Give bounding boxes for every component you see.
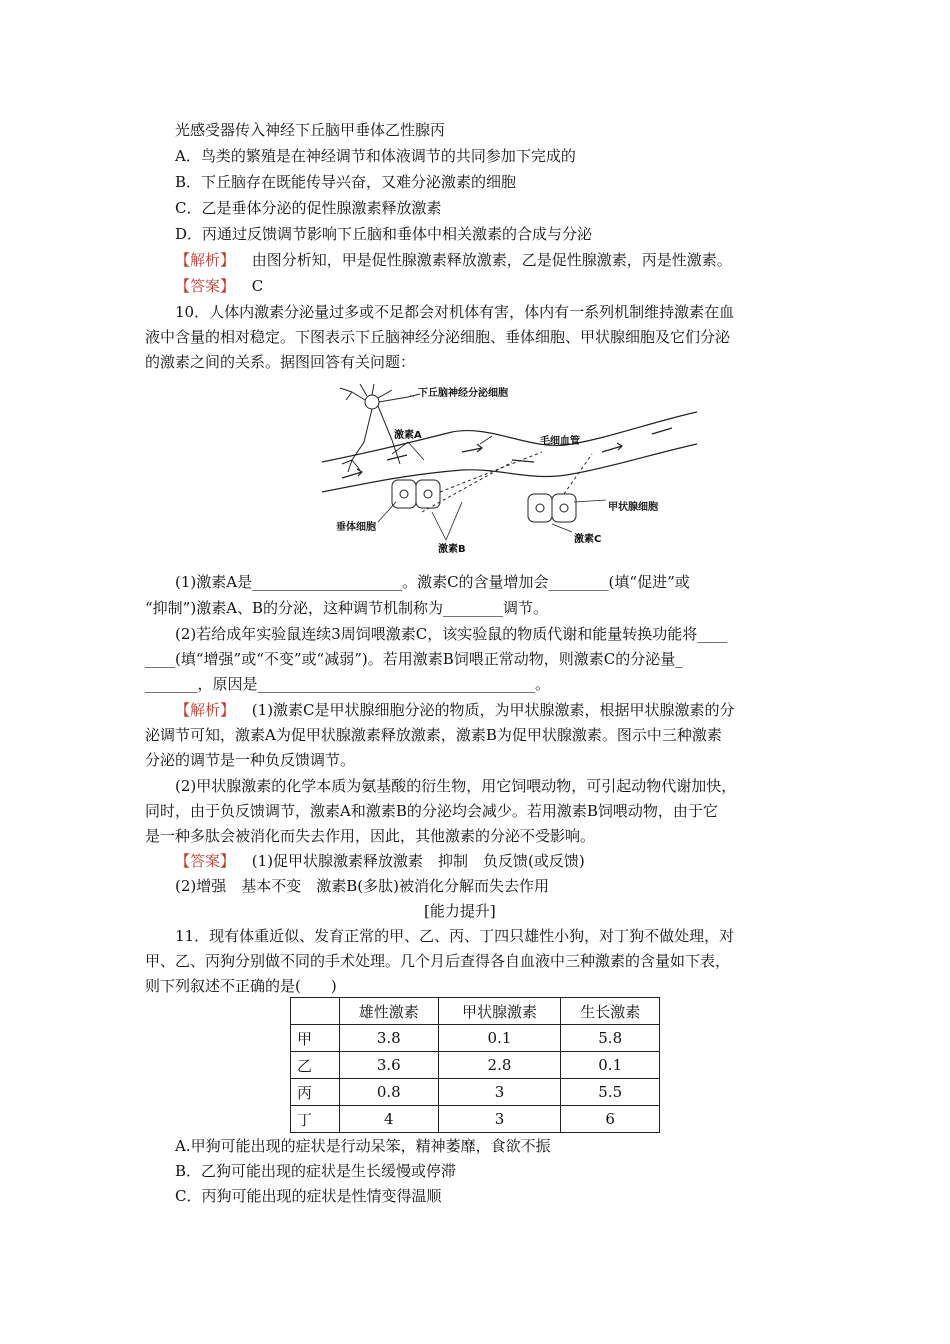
table-cell: 丙 (291, 1079, 340, 1106)
q10-analysis1-text: (1)激素C是甲状腺细胞分泌的物质，为甲状腺激素，根据甲状腺激素的分 (251, 701, 735, 719)
table-cell: 3 (438, 1079, 561, 1106)
table-cell: 6 (561, 1106, 660, 1133)
answer-tag: 【答案】 (175, 852, 236, 870)
q10-stem-line-1: 10．人体内激素分泌量过多或不足都会对机体有害，体内有一系列机制维持激素在血 (175, 303, 735, 321)
q10-analysis-line-6: 是一种多肽会被消化而失去作用，因此，其他激素的分泌不受影响。 (145, 827, 596, 845)
hormone-regulation-diagram (312, 382, 702, 560)
analysis-tag: 【解析】 (175, 251, 236, 269)
label-thyroid-cell: 甲状腺细胞 (608, 502, 658, 513)
table-header-cell: 生长激素 (561, 998, 660, 1025)
label-capillary: 毛细血管 (540, 436, 580, 447)
table-cell: 丁 (291, 1106, 340, 1133)
q10-stem-line-2: 液中含量的相对稳定。下图表示下丘脑神经分泌细胞、垂体细胞、甲状腺细胞及它们分泌 (145, 328, 731, 346)
q9-option-a: A．鸟类的繁殖是在神经调节和体液调节的共同参加下完成的 (175, 147, 576, 165)
q9-analysis-text: 由图分析知，甲是促性腺激素释放激素，乙是促性腺激素，丙是性激素。 (251, 251, 732, 269)
q9-answer (175, 276, 263, 296)
q9-option-b: B．下丘脑存在既能传导兴奋，又难分泌激素的细胞 (175, 173, 517, 191)
table-header-cell: 甲状腺激素 (438, 998, 561, 1025)
analysis-tag: 【解析】 (175, 701, 236, 719)
label-hormone-c: 激素C (574, 534, 602, 545)
q9-analysis (175, 250, 732, 270)
q11-stem-line-2: 甲、乙、丙狗分别做不同的手术处理。几个月后查得各自血液中三种激素的含量如下表， (145, 952, 731, 970)
q11-option-b: B．乙狗可能出现的症状是生长缓慢或停滞 (175, 1162, 457, 1180)
table-cell: 0.1 (438, 1025, 561, 1052)
q10-sub1-line-1: (1)激素A是____________________。激素C的含量增加会________(填“促进”或 (175, 573, 690, 591)
table-row (291, 1025, 660, 1052)
table-row (291, 1079, 660, 1106)
q10-sub1-line-2: “抑制”)激素A、B的分泌，这种调节机制称为________调节。 (145, 599, 549, 617)
q9-flow-text: 光感受器传入神经下丘脑甲垂体乙性腺丙 (175, 121, 446, 139)
q11-stem-line-1: 11．现有体重近似、发育正常的甲、乙、丙、丁四只雄性小狗，对丁狗不做处理，对 (175, 927, 735, 945)
hormone-table (290, 997, 660, 1133)
q10-analysis-line-2: 泌调节可知，激素A为促甲状腺激素释放激素，激素B为促甲状腺激素。图示中三种激素 (145, 726, 722, 744)
q10-analysis-line-3: 分泌的调节是一种负反馈调节。 (145, 751, 356, 769)
q11-option-c: C．丙狗可能出现的症状是性情变得温顺 (175, 1187, 442, 1205)
table-cell: 3.6 (340, 1052, 439, 1079)
table-cell: 3 (438, 1106, 561, 1133)
label-hormone-a: 激素A (394, 430, 422, 441)
table-row (291, 1052, 660, 1079)
section-title: [能力提升] (424, 902, 496, 920)
q9-option-c: C．乙是垂体分泌的促性腺激素释放激素 (175, 199, 442, 217)
q10-sub2-line-1: (2)若给成年实验鼠连续3周饲喂激素C，该实验鼠的物质代谢和能量转换功能将____ (175, 625, 728, 643)
table-cell: 4 (340, 1106, 439, 1133)
table-cell: 3.8 (340, 1025, 439, 1052)
q10-analysis-line-5: 同时，由于负反馈调节，激素A和激素B的分泌均会减少。若用激素B饲喂动物，由于它 (145, 802, 718, 820)
label-hormone-b: 激素B (438, 544, 466, 555)
table-cell: 0.1 (561, 1052, 660, 1079)
capillary-vessel (322, 412, 697, 492)
q9-option-d: D．丙通过反馈调节影响下丘脑和垂体中相关激素的合成与分泌 (175, 225, 593, 243)
label-pituitary-cell: 垂体细胞 (336, 522, 376, 533)
q10-analysis-line-4: (2)甲状腺激素的化学本质为氨基酸的衍生物，用它饲喂动物，可引起动物代谢加快， (175, 777, 737, 795)
thyroid-cells (528, 494, 576, 522)
q10-answer-line-2: (2)增强 基本不变 激素B(多肽)被消化分解而失去作用 (175, 877, 549, 895)
q11-stem-line-3: 则下列叙述不正确的是( ) (145, 977, 337, 995)
table-cell: 乙 (291, 1052, 340, 1079)
table-header-cell: 雄性激素 (340, 998, 439, 1025)
table-cell: 5.8 (561, 1025, 660, 1052)
table-row (291, 1106, 660, 1133)
q10-answer1-text: (1)促甲状腺激素释放激素 抑制 负反馈(或反馈) (251, 852, 585, 870)
table-header-row (291, 998, 660, 1025)
q10-sub2-line-3: _______，原因是_____________________________________。 (145, 675, 551, 693)
q10-analysis-line-1 (175, 700, 735, 720)
table-header-cell (291, 998, 340, 1025)
table-cell: 甲 (291, 1025, 340, 1052)
q10-sub2-line-2: ____(填“增强”或“不变”或“减弱”)。若用激素B饲喂正常动物，则激素C的分泌量_ (145, 650, 683, 668)
answer-tag: 【答案】 (175, 277, 236, 295)
q10-answer-line-1 (175, 851, 585, 871)
q9-answer-text: C (251, 277, 264, 295)
q11-option-a: A.甲狗可能出现的症状是行动呆笨，精神萎靡，食欲不振 (175, 1137, 551, 1155)
label-hypothalamus-cell: 下丘脑神经分泌细胞 (418, 388, 508, 399)
neuron-icon (340, 384, 420, 472)
table-cell: 2.8 (438, 1052, 561, 1079)
pituitary-cells (392, 480, 440, 508)
q10-stem-line-3: 的激素之间的关系。据图回答有关问题： (145, 353, 416, 371)
table-cell: 0.8 (340, 1079, 439, 1106)
table-cell: 5.5 (561, 1079, 660, 1106)
